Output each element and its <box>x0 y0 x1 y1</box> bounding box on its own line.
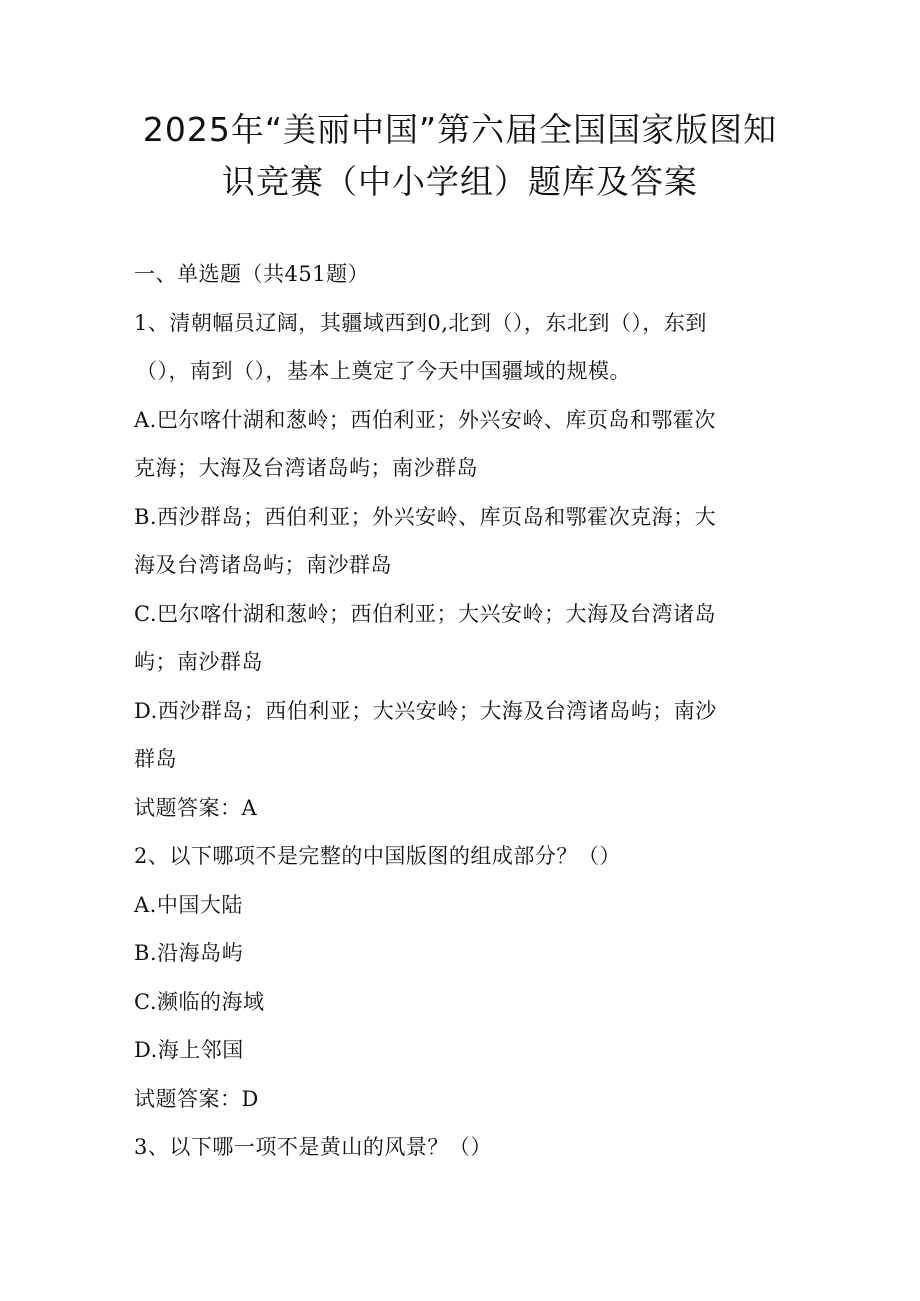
question-2-option-b: B.沿海岛屿 <box>134 941 244 965</box>
document-title-line-2: 识竞赛（中小学组）题库及答案 <box>222 162 698 201</box>
question-1-option-a-line-2: 克海；大海及台湾诸岛屿；南沙群岛 <box>134 456 478 480</box>
question-2-option-d: D.海上邻国 <box>134 1038 244 1062</box>
question-1-option-a-line-1: A.巴尔喀什湖和葱岭；西伯利亚；外兴安岭、库页岛和鄂霍次 <box>134 407 716 432</box>
question-1-option-b-line-2: 海及台湾诸岛屿；南沙群岛 <box>134 553 392 577</box>
question-1-option-d-line-2: 群岛 <box>134 747 177 771</box>
question-2-answer: 试题答案：D <box>134 1086 259 1111</box>
question-2-option-c: C.濒临的海域 <box>134 989 265 1014</box>
question-2-option-a: A.中国大陆 <box>134 892 243 917</box>
question-2 <box>134 832 774 1123</box>
question-2-stem-line-1: 2、以下哪项不是完整的中国版图的组成部分？（） <box>134 844 621 868</box>
question-1-option-c-line-2: 屿；南沙群岛 <box>134 650 263 674</box>
question-1-stem-line-1: 1、清朝幅员辽阔，其疆域西到0,北到（），东北到（），东到 <box>134 310 707 335</box>
question-1-option-b-line-1: B.西沙群岛；西伯利亚；外兴安岭、库页岛和鄂霍次克海；大 <box>134 504 717 529</box>
document-title-line-1: 2025年“美丽中国”第六届全国国家版图知 <box>142 110 778 149</box>
question-1-option-d-line-1: D.西沙群岛；西伯利亚；大兴安岭；大海及台湾诸岛屿；南沙 <box>134 698 717 723</box>
question-1-answer: 试题答案：A <box>134 795 258 820</box>
question-3 <box>134 1123 774 1172</box>
question-1 <box>134 299 774 833</box>
question-1-stem-line-2: （），南到（），基本上奠定了今天中国疆域的规模。 <box>136 359 631 383</box>
question-3-stem-line-1: 3、以下哪一项不是黄山的风景？（） <box>134 1135 492 1159</box>
document-body <box>134 250 774 1172</box>
question-1-option-c-line-1: C.巴尔喀什湖和葱岭；西伯利亚；大兴安岭；大海及台湾诸岛 <box>134 601 716 626</box>
section-heading: 一、单选题（共451题） <box>134 262 370 286</box>
